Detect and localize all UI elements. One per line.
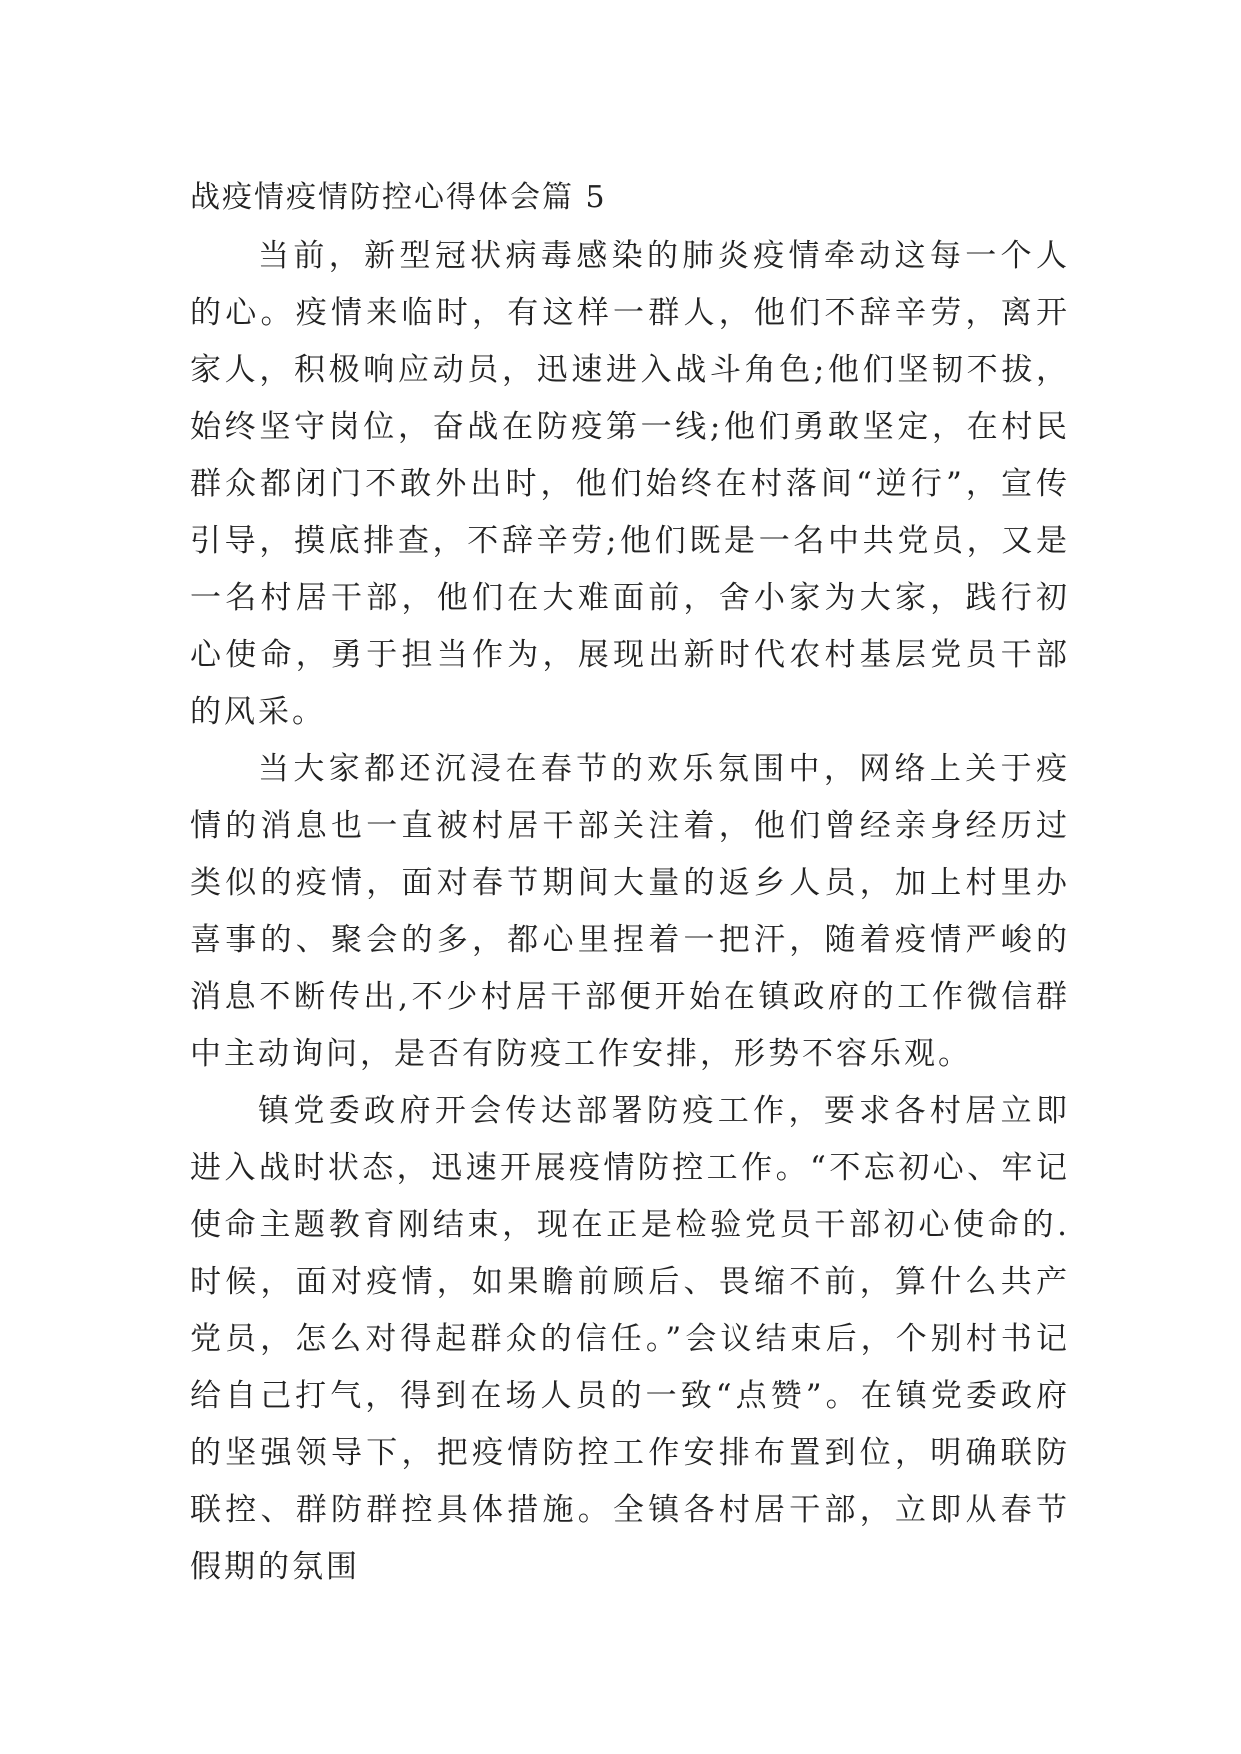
paragraph-1: 当前，新型冠状病毒感染的肺炎疫情牵动这每一个人的心。疫情来临时，有这样一群人，他们不辞辛劳，离开家人，积极响应动员，迅速进入战斗角色;他们坚韧不拔，始终坚守岗位，奋战在防疫第一线;他们勇敢坚定，在村民群众都闭门不敢外出时，他们始终在村落间“逆行”，宣传引导，摸底排查，不辞辛劳;他们既是一名中共党员，又是一名村居干部，他们在大难面前，舍小家为大家，践行初心使命，勇于担当作为，展现出新时代农村基层党员干部的风采。 (190, 238, 1070, 730)
document-title: 战疫情疫情防控心得体会篇 5 (190, 180, 607, 215)
paragraph-2: 当大家都还沉浸在春节的欢乐氛围中，网络上关于疫情的消息也一直被村居干部关注着，他们曾经亲身经历过类似的疫情，面对春节期间大量的返乡人员，加上村里办喜事的、聚会的多，都心里捏着一把汗，随着疫情严峻的消息不断传出,不少村居干部便开始在镇政府的工作微信群中主动询问，是否有防疫工作安排，形势不容乐观。 (190, 751, 1070, 1072)
paragraph-3: 镇党委政府开会传达部署防疫工作，要求各村居立即进入战时状态，迅速开展疫情防控工作。“不忘初心、牢记使命主题教育刚结束，现在正是检验党员干部初心使命的.时候，面对疫情，如果瞻前顾后、畏缩不前，算什么共产党员，怎么对得起群众的信任。”会议结束后，个别村书记给自己打气，得到在场人员的一致“点赞”。在镇党委政府的坚强领导下，把疫情防控工作安排布置到位，明确联防联控、群防群控具体措施。全镇各村居干部，立即从春节假期的氛围 (190, 1093, 1070, 1585)
document-body (190, 168, 1070, 1596)
